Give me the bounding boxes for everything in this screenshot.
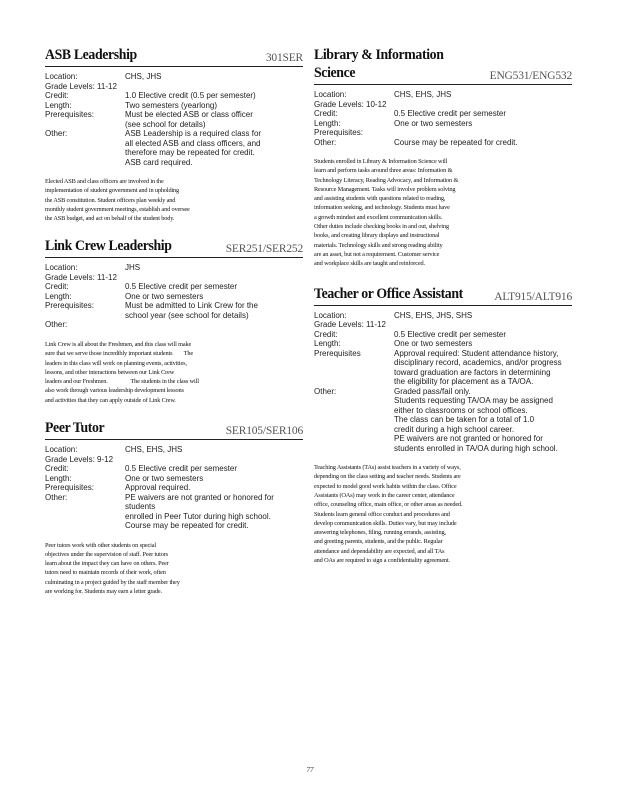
info-value: 0.5 Elective credit per semester [394,329,507,339]
course-code: ENG531/ENG532 [489,70,572,82]
info-row [314,444,572,454]
info-row [45,292,303,302]
info-value: Students requesting TA/OA may be assigned [394,396,553,406]
info-label [314,396,394,406]
info-value: 0.5 Elective credit per semester [394,109,507,118]
course-title: Teacher or Office Assistant [314,285,463,302]
info-label: Location: [45,72,78,81]
course-title: Peer Tutor [45,420,105,437]
info-value: therefore may be repeated for credit. [125,148,255,157]
info-row [314,100,572,110]
info-value: ASB Leadership is a required class for [125,129,262,138]
info-row [314,311,572,321]
info-label: Other: [314,137,337,147]
info-row [314,406,572,416]
info-row [314,90,572,100]
info-label: Length: [314,118,341,128]
course-library-information-science [314,46,572,269]
description-line: attendance and dependability are expected, and all TAs [314,547,445,555]
info-value: 1.0 Elective credit (0.5 per semester) [125,91,256,100]
info-row [45,72,303,82]
description-line: also work through various leadership development lessons [45,387,184,395]
info-value [394,128,572,138]
course-code: SER105/SER106 [225,425,303,438]
info-row [314,387,572,397]
course-code: 301SER [265,52,303,64]
info-value [125,82,303,92]
info-label [314,444,394,454]
course-peer-tutor [45,419,303,596]
description-line: expected to model good work habits within the class. Office [314,482,457,490]
description-line: materials. Technology skills and strong reading ability [314,241,443,249]
info-row [45,91,303,101]
info-row [45,512,303,522]
info-value: students enrolled in TA/OA during high school. [394,443,558,453]
info-value: 0.5 Elective credit per semester [125,282,238,292]
info-label [45,120,125,130]
info-value: either to classrooms or school offices. [394,405,528,415]
info-label: Grade Levels: 11-12 [314,320,386,330]
course-info [45,72,303,167]
info-value: 0.5 Elective credit per semester [125,464,238,474]
info-row [45,82,303,92]
course-header [45,419,303,440]
course-code: ALT915/ALT916 [494,290,572,303]
info-value [394,100,572,110]
description-line: and OAs are required to sign a confidentiality agreement. [314,557,451,565]
info-row [45,101,303,111]
info-row [314,349,572,359]
info-row [314,415,572,425]
info-label: Credit: [45,282,69,292]
info-label: Credit: [45,464,69,474]
info-value: One or two semesters [125,473,204,483]
info-label: Prerequisites: [45,301,94,311]
description-line: Elected ASB and class officers are involved in the [45,178,164,185]
info-row [314,138,572,148]
description-line: a growth mindset and excellent communication skills. [314,213,443,221]
course-link-crew-leadership [45,237,303,405]
info-label: Prerequisites [314,348,361,358]
course-title: Link Crew Leadership [45,238,172,255]
description-line: and activities that they can apply outside of Link Crew. [45,396,176,404]
info-value: CHS, JHS [125,72,162,81]
info-row [314,377,572,387]
info-value: credit during a high school career. [394,424,515,434]
course-description [45,541,303,597]
info-value: Must be admitted to Link Crew for the [125,301,258,311]
info-label: Prerequisites: [45,110,94,119]
course-code: SER251/SER252 [225,243,303,256]
right-column [314,46,572,565]
description-line: and assisting students with questions related to reading, [314,195,446,203]
info-value: CHS, EHS, JHS [125,445,183,455]
description-line: learn about the impact they can have on others. Peer [45,560,169,568]
course-info [314,90,572,147]
info-value: JHS [125,263,141,273]
course-description [45,177,303,223]
description-line: objectives under the supervision of staff. Peer tutors [45,550,168,558]
info-label: Prerequisites: [314,128,363,137]
description-line: and workplace skills are taught and reinforced. [314,260,425,268]
info-value: CHS, EHS, JHS, SHS [394,310,473,320]
info-row [314,339,572,349]
course-title: Library & Information Science [314,47,444,81]
course-teacher-or-office-assistant [314,285,572,566]
info-value: school year (see school for details) [125,310,249,320]
info-value: Course may be repeated for credit. [394,137,518,147]
info-row [45,158,303,168]
info-label: Other: [45,492,68,502]
description-line: are working for. Students may earn a letter grade. [45,588,162,596]
description-line: tutors need to maintain records of their work, often [45,569,166,577]
info-row [45,120,303,130]
info-row [314,320,572,330]
course-header [314,285,572,306]
info-label [314,358,394,368]
info-value: Two semesters (yearlong) [125,100,218,110]
info-row [45,148,303,158]
info-value: ASB card required. [125,157,193,167]
description-line: the ASB constitution. Student officers plan weekly and [45,196,176,204]
info-row [45,493,303,512]
info-label: Credit: [314,329,338,339]
info-row [45,320,303,330]
description-line: Resource Management. Tasks will involve problem solving [314,185,456,193]
description-line: Link Crew is all about the Freshmen, and this class will make [45,340,192,348]
description-line: leaders in this class will work on planning events, activities, [45,359,187,367]
description-line: depending on the class setting and teacher needs. Students are [314,473,461,481]
info-label [314,425,394,435]
info-label [45,148,125,158]
info-row [45,263,303,273]
info-row [314,368,572,378]
info-row [45,483,303,493]
info-value: all elected ASB and class officers, and [125,138,261,148]
info-label: Credit: [45,91,69,100]
info-value: toward graduation are factors in determining [394,367,551,377]
info-label [314,406,394,416]
info-value: Must be elected ASB or class officer [125,110,253,119]
info-value [394,320,572,330]
description-line: Students enrolled in Library & Information Science will [314,158,448,165]
info-value: PE waivers are not granted or honored for students [125,492,274,512]
description-line: Other duties include checking books in and out, shelving [314,223,449,231]
description-line: Technology Literacy, Reading Advocacy, and Information & [314,176,459,184]
info-value: disciplinary record, academics, and/or progress [394,358,562,368]
description-line: are an asset, but not a requirement. Customer service [314,250,440,258]
info-value: The class can be taken for a total of 1.0 [394,415,535,425]
info-row [314,128,572,138]
info-row [314,434,572,444]
description-line: information seeking, and technology. Students must have [314,204,450,212]
description-line: answering telephones, filing, running errands, assisting, [314,529,446,537]
description-line: monthly student government meetings, establish and oversee [45,205,190,213]
info-label: Credit: [314,109,338,118]
info-value [125,273,303,283]
info-row [45,129,303,139]
course-description [314,157,572,269]
course-info [314,311,572,454]
course-info [45,445,303,531]
info-row [45,110,303,120]
info-value: Approval required. [125,483,191,493]
description-line: sure that we serve those incredibly important students The [45,350,194,358]
info-row [45,474,303,484]
info-row [45,273,303,283]
info-row [314,358,572,368]
info-label: Grade Levels: 11-12 [45,81,117,91]
info-row [314,396,572,406]
course-description [45,340,303,405]
info-label [314,434,394,444]
info-label [314,415,394,425]
left-column [45,46,303,596]
description-line: Assistants (OAs) may work in the career center, attendance [314,491,455,499]
info-value: One or two semesters [394,118,473,128]
description-line: learn and perform tasks around three areas: Information & [314,167,453,175]
description-line: implementation of student government and in upholding [45,187,180,195]
info-row [314,425,572,435]
description-line: office, counseling office, main office, or other areas as needed. [314,501,463,509]
info-label: Location: [45,445,78,455]
course-title: ASB Leadership [45,47,137,63]
description-line: Peer tutors work with other students on special [45,541,156,549]
info-label: Grade Levels: 10-12 [314,99,387,109]
info-label: Location: [45,263,78,273]
course-info [45,263,303,330]
info-label: Length: [314,339,341,349]
info-row [45,464,303,474]
course-header [314,46,572,85]
info-value: the eligibility for placement as a TA/OA. [394,377,534,387]
description-line: culminating in a project guided by the staff member they [45,578,180,586]
info-label: Location: [314,90,347,99]
info-label: Length: [45,473,72,483]
info-value [125,320,303,330]
info-label: Other: [45,320,68,330]
info-value: CHS, EHS, JHS [394,90,452,99]
info-row [314,109,572,119]
info-label [45,158,125,168]
info-value: Approval required: Student attendance history, [394,348,559,358]
info-value: PE waivers are not granted or honored for [394,434,543,444]
course-asb-leadership [45,46,303,223]
info-value: enrolled in Peer Tutor during high school. [125,511,271,521]
description-line: Students learn general office conduct and procedures and [314,510,450,518]
info-row [45,301,303,311]
info-row [45,455,303,465]
info-label [45,521,125,531]
info-label: Length: [45,291,72,301]
description-line: leaders and our Freshmen. The students in the class will [45,378,199,386]
info-row [45,521,303,531]
info-label: Prerequisites: [45,483,94,493]
info-row [45,311,303,321]
course-description [314,463,572,565]
info-row [45,139,303,149]
info-value: Graded pass/fail only. [394,386,471,396]
info-row [314,119,572,129]
course-header [45,46,303,67]
info-label [45,311,125,321]
description-line: lessons, and other interactions between our Link Crew [45,368,175,376]
info-label [45,139,125,149]
info-label: Length: [45,100,72,110]
info-label: Other: [314,386,337,396]
description-line: develop communication skills. Duties vary, but may include [314,519,457,527]
info-row [45,282,303,292]
description-line: Teaching Assistants (TAs) assist teachers in a variety of ways, [314,464,461,472]
page-number: 77 [306,766,314,774]
info-value: One or two semesters [125,291,204,301]
info-value: One or two semesters [394,339,473,349]
info-label: Grade Levels: 11-12 [45,272,117,282]
description-line: the ASB budget, and act on behalf of the student body. [45,215,175,223]
course-header [45,237,303,258]
info-label: Location: [314,310,347,320]
info-value: (see school for details) [125,119,206,129]
description-line: and greeting parents, students, and the public. Regular [314,538,443,546]
info-label: Grade Levels: 9-12 [45,454,114,464]
info-row [45,445,303,455]
info-value [125,455,303,465]
info-value: Course may be repeated for credit. [125,521,249,531]
info-label [314,377,394,387]
info-row [314,330,572,340]
description-line: books, and creating library displays and instructional [314,232,440,240]
info-label [45,512,125,522]
info-label: Other: [45,129,68,138]
info-label [314,368,394,378]
